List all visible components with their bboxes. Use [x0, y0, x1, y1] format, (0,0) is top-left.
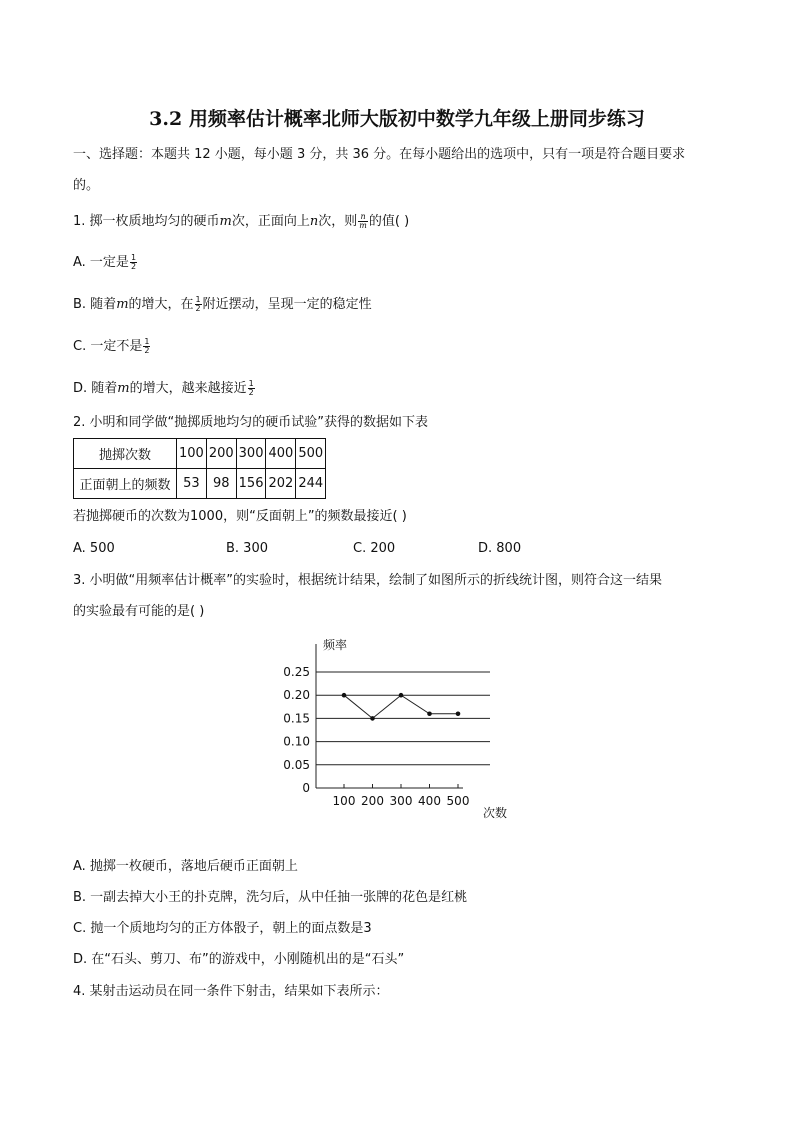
x-tick-label: 300 [389, 794, 413, 808]
series-line [344, 695, 458, 718]
chart-ticks [283, 665, 469, 808]
table-cell: 300 [236, 439, 266, 469]
question-2-question: 若抛掷硬币的次数为1000，则“反面朝上”的频数最接近( ) [73, 509, 407, 524]
q1-text-pre: 1. 掷一枚质地均匀的硬币 [73, 214, 220, 229]
q3-option-c[interactable]: C. 抛一个质地均匀的正方体骰子，朝上的面点数是3 [73, 921, 372, 936]
chart-series [342, 693, 461, 721]
section-heading-line1: 一、选择题：本题共 12 小题，每小题 3 分，共 36 分。在每小题给出的选项中，只有一项是符合题目要求 [73, 147, 686, 162]
section-heading-line2: 的。 [73, 178, 100, 193]
coin-toss-table [73, 438, 326, 499]
table-cell: 100 [177, 439, 207, 469]
table-cell: 202 [266, 469, 296, 499]
q1-text-mid2: 次，则 [318, 214, 358, 229]
q1-option-b[interactable]: B. 随着m的增大，在 $\frac{1}{2}$ 附近摆动，呈现一定的稳定性 [73, 295, 372, 313]
table-cell: 抛掷次数 [74, 439, 177, 469]
frequency-line-chart [270, 630, 530, 830]
y-axis-label: 频率 [323, 638, 348, 652]
half-fraction: $\frac{1}{2}$ [144, 337, 150, 355]
half-fraction: $\frac{1}{2}$ [130, 253, 137, 271]
q3-option-d[interactable]: D. 在“石头、剪刀、布”的游戏中，小刚随机出的是“石头” [73, 952, 405, 967]
table-cell: 正面朝上的频数 [74, 469, 177, 499]
question-4-stem: 4. 某射击运动员在同一条件下射击，结果如下表所示： [73, 984, 389, 999]
q2-option-c[interactable]: C. 200 [353, 541, 396, 556]
x-tick-label: 100 [332, 794, 356, 808]
x-axis-label: 次数 [483, 806, 508, 820]
table-cell: 244 [296, 469, 326, 499]
q1-fraction: $\frac{n}{m}$ [359, 212, 367, 230]
x-tick-label: 400 [418, 794, 441, 808]
q1-option-c[interactable]: C. 一定不是 $\frac{1}{2}$ [73, 337, 150, 355]
table-cell: 53 [177, 469, 207, 499]
data-point [427, 711, 432, 716]
x-tick-label: 500 [446, 794, 470, 808]
y-tick-label: 0.10 [283, 734, 310, 749]
chart-axes [316, 644, 463, 788]
table-row [74, 469, 326, 499]
table-cell: 400 [266, 439, 296, 469]
q2-option-b[interactable]: B. 300 [226, 541, 268, 556]
y-tick-label: 0.20 [283, 688, 310, 703]
data-point [456, 711, 461, 716]
x-tick-label: 200 [361, 794, 384, 808]
question-1-stem [73, 213, 409, 231]
q2-option-d[interactable]: D. 800 [478, 541, 522, 556]
data-point [370, 716, 375, 721]
question-2-stem: 2. 小明和同学做“抛掷质地均匀的硬币试验”获得的数据如下表 [73, 415, 429, 430]
q1-text-mid1: 次，正面向上 [231, 214, 310, 229]
q1-option-d[interactable]: D. 随着m的增大，越来越接近 $\frac{1}{2}$ [73, 379, 254, 397]
q3-option-a[interactable]: A. 抛掷一枚硬币，落地后硬币正面朝上 [73, 859, 298, 874]
y-tick-label: 0 [302, 781, 310, 795]
q2-option-a[interactable]: A. 500 [73, 541, 115, 556]
half-fraction: $\frac{1}{2}$ [195, 295, 201, 313]
y-tick-label: 0.15 [283, 711, 310, 726]
data-point [342, 693, 347, 698]
half-fraction: $\frac{1}{2}$ [248, 379, 254, 397]
table-cell: 98 [206, 469, 236, 499]
table-cell: 200 [206, 439, 236, 469]
table-cell: 156 [236, 469, 266, 499]
data-point [399, 693, 404, 698]
page-title: 3.2 用频率估计概率北师大版初中数学九年级上册同步练习 [149, 108, 645, 130]
table-cell: 500 [296, 439, 326, 469]
question-3-stem-line2: 的实验最有可能的是( ) [73, 604, 205, 619]
q1-option-a[interactable]: A. 一定是 $\frac{1}{2}$ [73, 253, 137, 271]
q3-option-b[interactable]: B. 一副去掉大小王的扑克牌，洗匀后，从中任抽一张牌的花色是红桃 [73, 890, 468, 905]
y-tick-label: 0.25 [283, 665, 310, 679]
table-row [74, 439, 326, 469]
y-tick-label: 0.05 [283, 757, 310, 772]
q1-var-m: m [219, 214, 232, 229]
q1-text-post: 的值( ) [368, 214, 410, 229]
question-3-stem-line1: 3. 小明做“用频率估计概率”的实验时，根据统计结果，绘制了如图所示的折线统计图，则符合这一结果 [73, 573, 663, 588]
q1-var-n: n [309, 214, 319, 229]
chart-grid [316, 672, 490, 765]
